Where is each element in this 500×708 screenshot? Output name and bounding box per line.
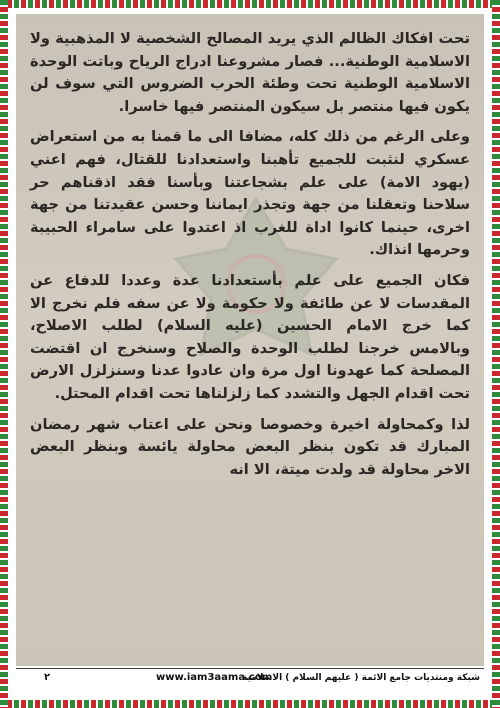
footer-site-name: شبكة ومنتديات جامع الائمة ( عليهم السلام ) الاسلامية xyxy=(242,673,480,683)
decorative-border-right xyxy=(492,0,500,708)
page-footer xyxy=(16,668,484,691)
paragraph-1: تحت افكاك الظالم الذي يريد المصالح الشخصية لا المذهبية ولا الاسلامية الوطنية... فصار مشروعنا ادراج الرياح وباتت الوحدة الاسلامية الوطنية تحت وطئة الحرب الضروس التي سوف لن يكون فيها منتصر بل سيكون المنتصر فيها خاسرا. xyxy=(30,30,470,115)
decorative-border-bottom xyxy=(0,700,500,708)
paragraph-4: لذا وكمحاولة اخيرة وخصوصا ونحن على اعتاب شهر رمضان المبارك قد تكون بنظر البعض محاولة يائسة وبنظر البعض الاخر محاولة قد ولدت ميتة، الا انه xyxy=(30,415,470,478)
paragraph-2: وعلى الرغم من ذلك كله، مضافا الى ما قمنا به من استعراض عسكري لنثبت للجميع تأهبنا واستعدادنا للقتال، فهم اعني (يهود الامة) على علم بشجاعتنا وبأسنا فقد اذقناهم حر سلاحنا وتعقلنا من جهة وتجذر ايماننا وحسن عقيدتنا من جهة اخرى، حينما كانوا اداة للغرب اذ اعتدوا على سامراء الحبيبة وحرمها انذاك. xyxy=(30,128,470,259)
page-number: ٢ xyxy=(44,672,51,683)
decorative-border-top xyxy=(0,0,500,8)
scanned-text-area xyxy=(16,14,484,666)
decorative-border-left xyxy=(0,0,8,708)
paragraph-3: فكان الجميع على علم بأستعدادنا عدة وعددا للدفاع عن المقدسات لا عن طائفة ولا حكومة ولا عن سفه فلم نخرج الا كما خرج الامام الحسين (عليه السلام) لطلب الاصلاح، وبالامس خرجنا لطلب الوحدة والصلاح وسنخرج ان اقتضت المصلحة كما عهدونا اول مرة وان عادوا عدنا وسنزلزل الارض تحت اقدام الجهل والتشدد كما زلزلناها تحت اقدام المحتل. xyxy=(30,271,470,402)
article-body xyxy=(30,28,470,489)
footer-url[interactable]: www.iam3aama.com xyxy=(156,672,273,683)
